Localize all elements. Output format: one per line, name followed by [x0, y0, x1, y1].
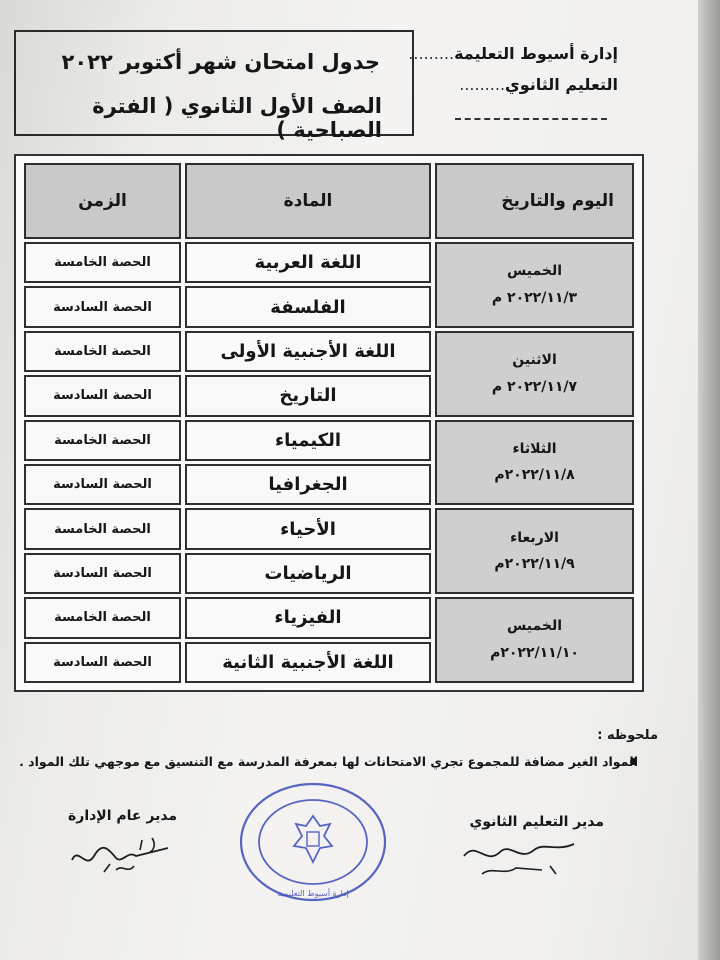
subject-cell: التاريخ	[185, 375, 431, 416]
subject-cell: اللغة الأجنبية الأولى	[185, 331, 431, 372]
day-cell	[435, 420, 634, 506]
day-name: الخميس	[506, 263, 563, 280]
dots: .........	[408, 44, 455, 63]
department-header	[408, 44, 618, 94]
stamp-text: إدارة أسيوط التعليمية	[277, 889, 349, 898]
note-text: المواد الغير مضافة للمجموع تجري الامتحانات لها بمعرفة المدرسة مع التنسيق مع موجهي تلك المواد .	[19, 754, 638, 769]
header-day-date: اليوم والتاريخ	[435, 163, 634, 239]
time-cell: الحصة السادسة	[24, 553, 181, 594]
day-date: ٢٠٢٢/١١/١٠م	[490, 645, 579, 662]
general-director-title: مدير عام الإدارة	[68, 808, 178, 824]
secondary-director-signature	[452, 832, 582, 880]
subject-cell: الفلسفة	[185, 286, 431, 327]
day-cell	[435, 508, 634, 594]
time-cell: الحصة السادسة	[24, 464, 181, 505]
note-label: ملحوظه :	[597, 728, 658, 743]
time-cell: الحصة السادسة	[24, 642, 181, 683]
day-name: الثلاثاء	[512, 440, 557, 457]
subject-cell: اللغة الأجنبية الثانية	[185, 642, 431, 683]
subject-cell: الجغرافيا	[185, 464, 431, 505]
dots: .........	[459, 75, 506, 94]
table-row	[24, 508, 634, 549]
time-cell: الحصة الخامسة	[24, 597, 181, 638]
day-name: الاربعاء	[510, 529, 559, 546]
day-name: الخميس	[506, 618, 563, 635]
table-row	[24, 242, 634, 283]
page-edge	[698, 0, 720, 960]
time-cell: الحصة الخامسة	[24, 420, 181, 461]
day-cell	[435, 242, 634, 328]
table-row	[24, 597, 634, 638]
subject-cell: الأحياء	[185, 508, 431, 549]
time-cell: الحصة الخامسة	[24, 242, 181, 283]
day-cell	[435, 597, 634, 683]
title-line-2: الصف الأول الثانوي ( الفترة الصباحية )	[92, 94, 382, 142]
official-stamp	[236, 778, 390, 906]
header-subject: المادة	[185, 163, 431, 239]
time-cell: الحصة السادسة	[24, 375, 181, 416]
time-cell: الحصة السادسة	[24, 286, 181, 327]
time-cell: الحصة الخامسة	[24, 331, 181, 372]
exam-schedule-table	[14, 154, 644, 692]
subject-cell: الكيمياء	[185, 420, 431, 461]
day-cell	[435, 331, 634, 417]
table-row	[24, 420, 634, 461]
day-name: الاثنين	[512, 352, 557, 369]
day-date: ٢٠٢٢/١١/٨م	[494, 467, 575, 484]
dashed-line	[455, 118, 607, 120]
time-cell: الحصة الخامسة	[24, 508, 181, 549]
subject-cell: الرياضيات	[185, 553, 431, 594]
subject-cell: الفيزياء	[185, 597, 431, 638]
subject-cell: اللغة العربية	[185, 242, 431, 283]
day-date: ٢٠٢٢/١١/٣ م	[491, 289, 578, 306]
header-time: الزمن	[24, 163, 181, 239]
table-row	[24, 331, 634, 372]
department-section: التعليم الثانوي	[505, 75, 618, 94]
day-date: ٢٠٢٢/١١/٧ م	[491, 378, 578, 395]
secondary-director-title: مدير التعليم الثانوي	[469, 814, 604, 830]
day-date: ٢٠٢٢/١١/٩م	[494, 556, 575, 573]
title-box	[14, 30, 414, 142]
title-line-1: جدول امتحان شهر أكتوبر ٢٠٢٢	[61, 50, 380, 74]
general-director-signature	[64, 834, 174, 878]
department-name: إدارة أسيوط التعليمة	[454, 44, 618, 63]
